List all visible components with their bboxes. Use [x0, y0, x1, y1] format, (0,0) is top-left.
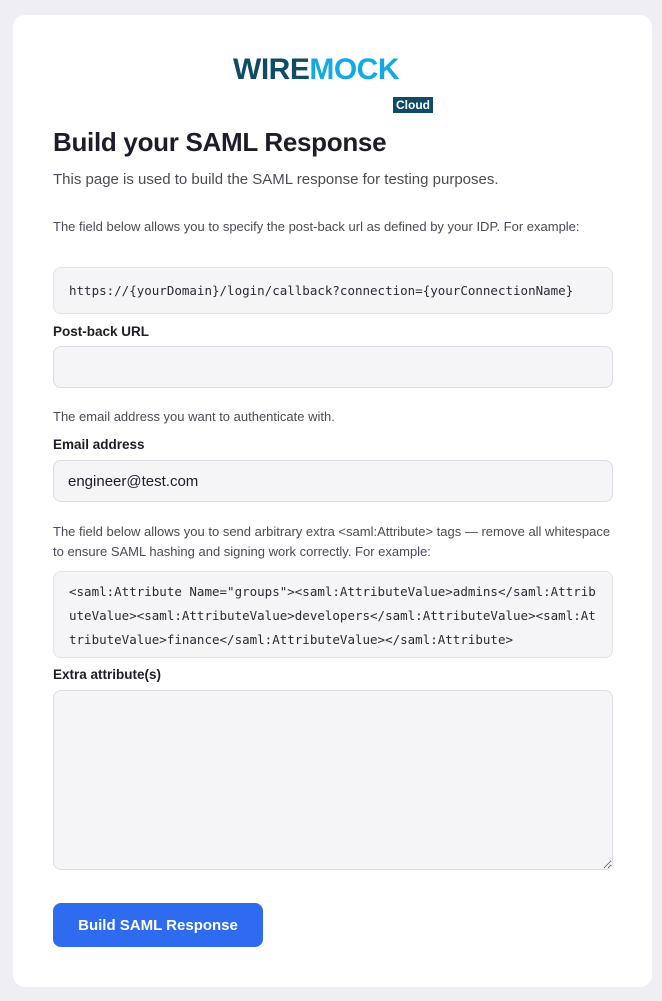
- page-description: This page is used to build the SAML response for testing purposes.: [53, 171, 499, 188]
- postback-example: https://{yourDomain}/login/callback?connection={yourConnectionName}: [53, 267, 613, 314]
- email-label: Email address: [53, 437, 145, 452]
- extra-help: The field below allows you to send arbitrary extra <saml:Attribute> tags — remove all whitespace to ensure SAML hashing and signing work correctly. For example:: [53, 524, 611, 559]
- build-saml-response-button[interactable]: Build SAML Response: [53, 903, 263, 947]
- email-input[interactable]: [53, 460, 613, 502]
- logo-cloud-badge: Cloud: [393, 97, 433, 113]
- logo-mock: MOCK: [309, 53, 399, 86]
- postback-label: Post-back URL: [53, 324, 150, 339]
- postback-help: The field below allows you to specify the post-back url as defined by your IDP. For example:: [53, 219, 580, 234]
- wiremock-cloud-logo: [233, 53, 433, 115]
- extra-example: <saml:Attribute Name="groups"><saml:AttributeValue>admins</saml:AttributeValue><saml:AttributeValue>developers</saml:AttributeValue><saml:AttributeValue>finance</saml:AttributeValue></saml:Attribute>: [53, 571, 613, 658]
- postback-url-input[interactable]: [53, 346, 613, 388]
- form-card: [13, 15, 652, 987]
- extra-attributes-textarea[interactable]: [53, 690, 613, 870]
- page-title: Build your SAML Response: [53, 127, 387, 157]
- extra-label: Extra attribute(s): [53, 667, 162, 682]
- logo-wire: WIRE: [233, 53, 310, 86]
- email-help: The email address you want to authenticate with.: [53, 409, 335, 424]
